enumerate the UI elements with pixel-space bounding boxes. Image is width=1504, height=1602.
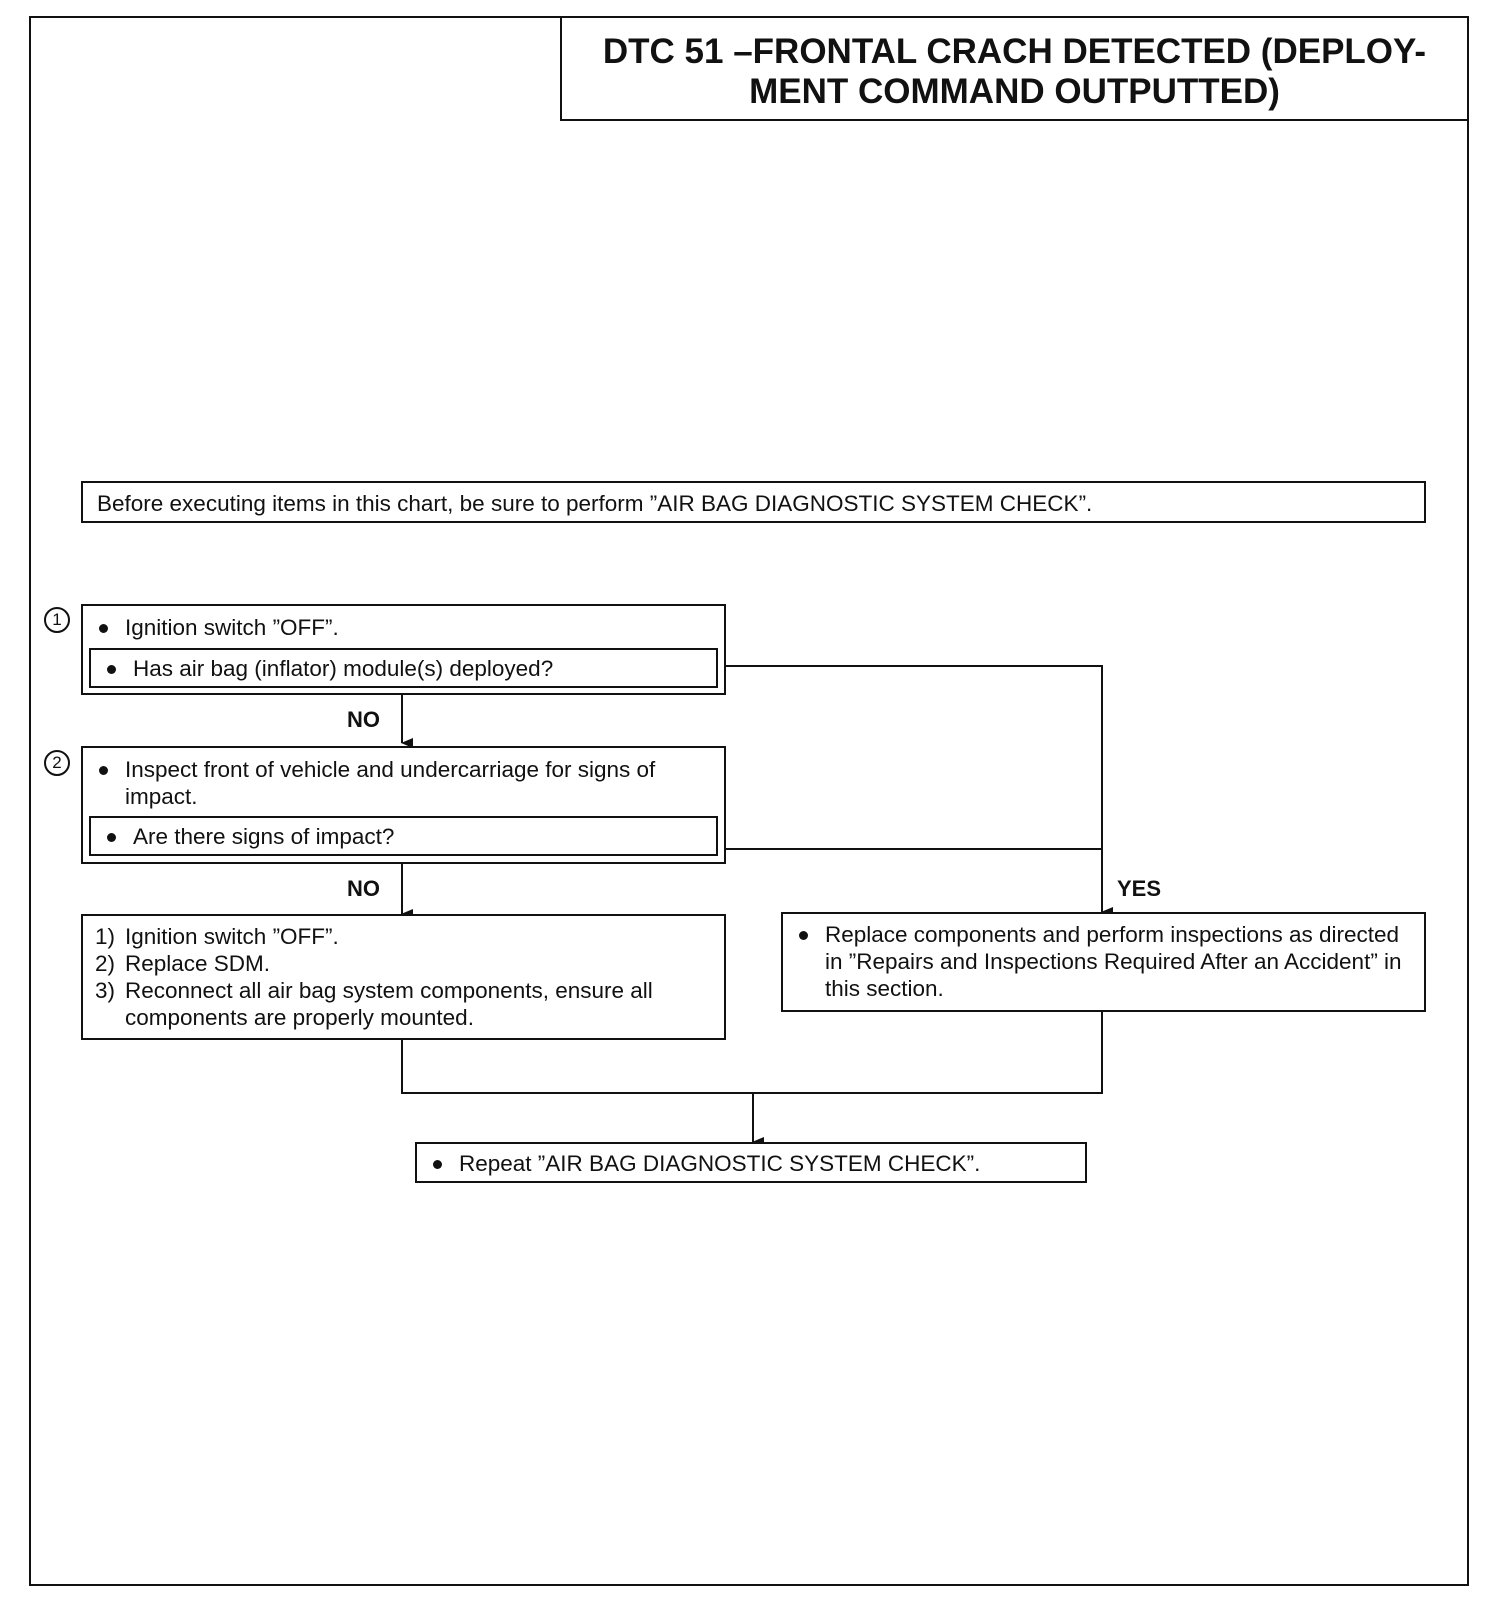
no-action-item-3 bbox=[95, 977, 712, 1031]
no-action-item-3-text: Reconnect all air bag system components, ensure all components are properly mounted. bbox=[125, 978, 653, 1030]
no-action-item-2 bbox=[95, 950, 712, 977]
step-2-action: Inspect front of vehicle and undercarriage for signs of impact. bbox=[97, 756, 714, 810]
step-2-box bbox=[81, 746, 726, 864]
step-1-question: Has air bag (inflator) module(s) deployed? bbox=[105, 655, 706, 682]
no-action-item-1-text: Ignition switch ”OFF”. bbox=[125, 924, 339, 949]
precheck-note bbox=[81, 481, 1426, 523]
no-action-item-2-text: Replace SDM. bbox=[125, 951, 271, 976]
final-step-box bbox=[415, 1142, 1087, 1183]
no-label-step1: NO bbox=[347, 707, 380, 732]
no-label-step2: NO bbox=[347, 876, 380, 901]
step-1-action: Ignition switch ”OFF”. bbox=[97, 614, 714, 641]
step-1-box bbox=[81, 604, 726, 695]
no-action-item-1-num: 1) bbox=[95, 924, 116, 949]
final-step-text: Repeat ”AIR BAG DIAGNOSTIC SYSTEM CHECK”. bbox=[431, 1150, 1075, 1177]
step-1-number: 1 bbox=[44, 607, 70, 633]
no-action-item-1 bbox=[95, 923, 712, 950]
no-action-item-3-num: 3) bbox=[95, 978, 116, 1003]
step-2-question-box bbox=[89, 816, 718, 856]
yes-label: YES bbox=[1117, 876, 1162, 901]
title-line-1: DTC 51 –FRONTAL CRACH DETECTED (DEPLOY- bbox=[602, 32, 1427, 71]
step-2-number: 2 bbox=[44, 750, 70, 776]
yes-action-box bbox=[781, 912, 1426, 1012]
step-2-question: Are there signs of impact? bbox=[105, 823, 706, 850]
precheck-text: Before executing items in this chart, be sure to perform ”AIR BAG DIAGNOSTIC SYSTEM CHECK”. bbox=[97, 491, 1093, 516]
step-1-question-box bbox=[89, 648, 718, 688]
connector-step1-yes bbox=[725, 666, 1102, 846]
yes-action-text: Replace components and perform inspections as directed in ”Repairs and Inspections Required After an Accident” in this section. bbox=[797, 921, 1414, 1002]
title-line-2: MENT COMMAND OUTPUTTED) bbox=[749, 72, 1280, 111]
no-action-item-2-num: 2) bbox=[95, 951, 116, 976]
no-action-box bbox=[81, 914, 726, 1040]
